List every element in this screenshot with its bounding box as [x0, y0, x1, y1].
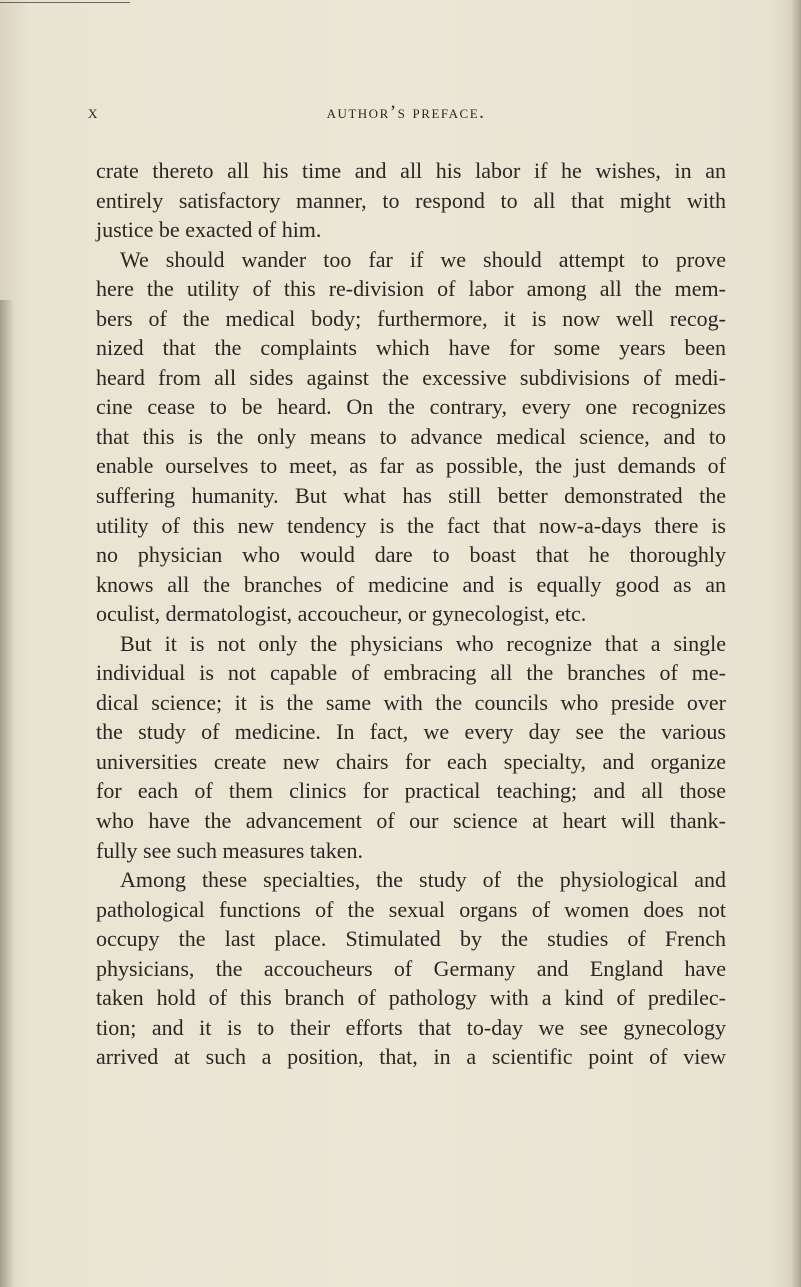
text-line: here the utility of this re-division of labor among all the mem-: [96, 276, 726, 302]
text-line: suffering humanity. But what has still better demonstrated the: [96, 483, 726, 509]
text-line: arrived at such a position, that, in a scientific point of view: [96, 1044, 726, 1070]
text-line: taken hold of this branch of pathology with a kind of predilec-: [96, 985, 726, 1011]
text-line: knows all the branches of medicine and is equally good as an: [96, 571, 726, 597]
text-line: justice be exacted of him.: [96, 217, 322, 243]
text-line: bers of the medical body; furthermore, it is now well recog-: [96, 305, 726, 331]
text-line: for each of them clinics for practical teaching; and all those: [96, 778, 726, 804]
text-line: fully see such measures taken.: [96, 837, 363, 863]
text-line: tion; and it is to their efforts that to-day we see gynecology: [96, 1014, 726, 1040]
text-line: physicians, the accoucheurs of Germany and England have: [96, 955, 726, 981]
text-line: enable ourselves to meet, as far as possible, the just demands of: [96, 453, 726, 479]
text-line: Among these specialties, the study of the physiological and: [120, 867, 726, 893]
text-line: pathological functions of the sexual organs of women does not: [96, 896, 726, 922]
text-line: universities create new chairs for each specialty, and organize: [96, 748, 726, 774]
running-head: author’s preface.: [326, 102, 486, 123]
text-line: We should wander too far if we should attempt to prove: [120, 246, 726, 272]
page-edge-shadow: [791, 0, 801, 1287]
text-line: that this is the only means to advance medical science, and to: [96, 423, 726, 449]
text-line: But it is not only the physicians who recognize that a single: [120, 630, 726, 656]
top-edge-rule: [0, 2, 130, 3]
body-text: [96, 156, 726, 1072]
text-line: who have the advancement of our science at heart will thank-: [96, 808, 726, 834]
text-line: individual is not capable of embracing all the branches of me-: [96, 660, 726, 686]
text-line: no physician who would dare to boast that he thoroughly: [96, 542, 726, 568]
text-line: crate thereto all his time and all his labor if he wishes, in an: [96, 158, 726, 183]
text-line: the study of medicine. In fact, we every day see the various: [96, 719, 726, 745]
text-line: utility of this new tendency is the fact that now-a-days there is: [96, 512, 726, 538]
text-line: heard from all sides against the excessive subdivisions of medi-: [96, 364, 726, 390]
text-line: oculist, dermatologist, accoucheur, or gynecologist, etc.: [96, 601, 587, 627]
page-number: x: [88, 102, 99, 123]
text-line: occupy the last place. Stimulated by the studies of French: [96, 926, 726, 952]
text-line: cine cease to be heard. On the contrary, every one recognizes: [96, 394, 726, 420]
text-line: dical science; it is the same with the councils who preside over: [96, 689, 726, 715]
text-line: entirely satisfactory manner, to respond to all that might with: [96, 187, 726, 213]
page-header: [88, 102, 724, 124]
text-line: nized that the complaints which have for some years been: [96, 335, 726, 361]
page-gutter-shadow: [0, 300, 14, 1287]
